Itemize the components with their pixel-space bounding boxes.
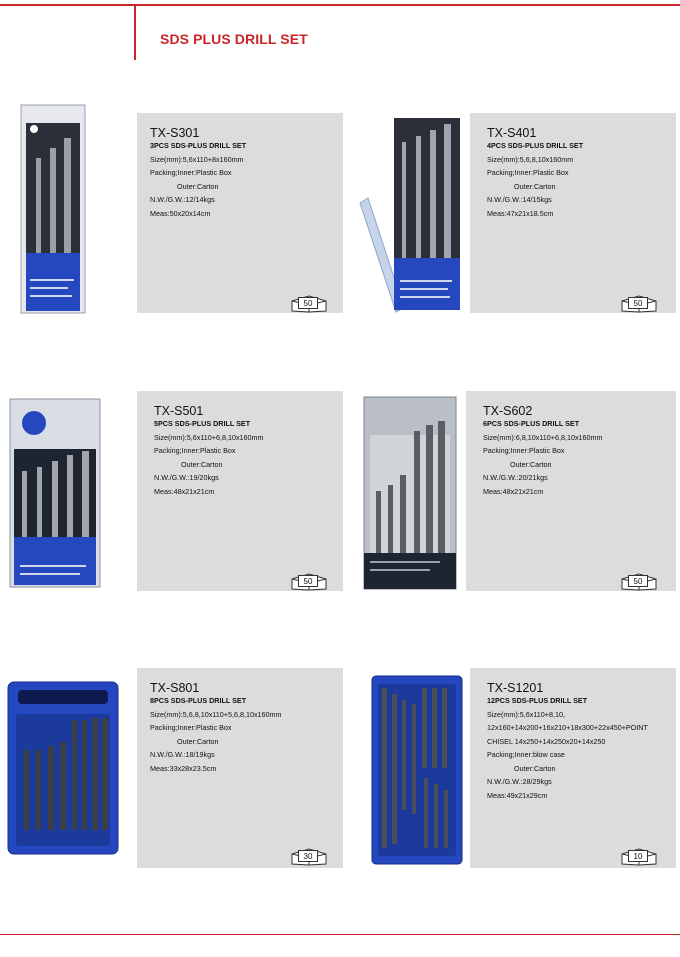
carton-qty: 50: [298, 575, 318, 587]
carton-icon: [620, 573, 658, 613]
product-card-tx-s501: [137, 391, 343, 591]
product-meas: Meas:50x20x14cm: [150, 208, 211, 218]
product-photo-tx-s801: [6, 680, 120, 856]
product-weight: N.W./G.W.:12/14kgs: [150, 195, 215, 204]
product-size: Size(mm):6,8,10x110+6,8,10x160mm: [483, 432, 603, 442]
product-outer: Outer:Carton: [177, 736, 219, 746]
product-weight: N.W./G.W.:18/19kgs: [150, 750, 215, 759]
product-weight: N.W./G.W.:19/20kgs: [154, 473, 219, 482]
product-meas: Meas:33x28x23.5cm: [150, 763, 217, 773]
product-size: Size(mm):5,6,8,10x160mm: [487, 154, 574, 164]
product-name: 3PCS SDS-PLUS DRILL SET: [150, 141, 247, 150]
product-size: Size(mm):5,6x110+8,10,: [487, 709, 565, 719]
product-packing: Packing;Inner:Plastic Box: [150, 168, 232, 177]
product-size: Size(mm):5,6,8,10x110+5,6,8,10x160mm: [150, 709, 282, 719]
product-meas: Meas:47x21x18.5cm: [487, 208, 554, 218]
product-packing: Packing;Inner:Plastic Box: [154, 446, 236, 455]
product-code: TX-S801: [150, 681, 200, 695]
page-title: SDS PLUS DRILL SET: [160, 31, 308, 47]
product-code: TX-S602: [483, 404, 533, 418]
product-card-tx-s301: [137, 113, 343, 313]
product-name: 8PCS SDS-PLUS DRILL SET: [150, 696, 247, 705]
product-name: 6PCS SDS-PLUS DRILL SET: [483, 419, 580, 428]
product-photo-tx-s602: [362, 395, 458, 591]
product-packing: Packing;Inner:blow case: [487, 750, 565, 759]
carton-qty: 50: [628, 297, 648, 309]
product-card-tx-s602: [466, 391, 676, 591]
carton-qty: 50: [298, 297, 318, 309]
product-code: TX-S1201: [487, 681, 544, 695]
product-photo-tx-s501: [8, 397, 102, 589]
carton-icon: [620, 295, 658, 335]
product-packing: Packing;Inner:Plastic Box: [487, 168, 569, 177]
product-name: 4PCS SDS-PLUS DRILL SET: [487, 141, 584, 150]
product-name: 12PCS SDS-PLUS DRILL SET: [487, 696, 588, 705]
product-outer: Outer:Carton: [514, 763, 556, 773]
header-divider: [134, 4, 136, 60]
product-outer: Outer:Carton: [510, 459, 552, 469]
carton-qty: 50: [628, 575, 648, 587]
product-card-tx-s1201: [470, 668, 676, 868]
bottom-rule: [0, 934, 680, 935]
product-card-tx-s401: [470, 113, 676, 313]
product-code: TX-S401: [487, 126, 537, 140]
product-packing: Packing;Inner:Plastic Box: [150, 723, 232, 732]
product-meas: Meas:48x21x21cm: [483, 486, 544, 496]
carton-icon: [290, 295, 328, 335]
product-photo-tx-s401: [356, 108, 466, 313]
product-outer: Outer:Carton: [181, 459, 223, 469]
product-code: TX-S501: [154, 404, 204, 418]
product-size: Size(mm):5,6x110+8x160mm: [150, 154, 244, 164]
product-weight: N.W./G.W.:20/21kgs: [483, 473, 548, 482]
product-code: TX-S301: [150, 126, 200, 140]
carton-qty: 30: [298, 850, 318, 862]
product-packing: Packing;Inner:Plastic Box: [483, 446, 565, 455]
product-photo-tx-s1201: [370, 674, 464, 866]
product-weight: N.W./G.W.:14/15kgs: [487, 195, 552, 204]
product-size-cont: CHISEL 14x250+14x250x20+14x250: [487, 736, 606, 746]
product-meas: Meas:49x21x29cm: [487, 790, 548, 800]
product-outer: Outer:Carton: [177, 181, 219, 191]
product-size: Size(mm):5,6x110+6,8,10x160mm: [154, 432, 264, 442]
product-outer: Outer:Carton: [514, 181, 556, 191]
carton-qty: 10: [628, 850, 648, 862]
product-name: 5PCS SDS-PLUS DRILL SET: [154, 419, 251, 428]
carton-icon: [290, 573, 328, 613]
product-weight: N.W./G.W.:28/29kgs: [487, 777, 552, 786]
product-photo-tx-s301: [18, 103, 88, 315]
carton-icon: [620, 848, 658, 888]
product-size-cont: 12x160+14x200+16x210+18x300+22x450+POINT: [487, 723, 648, 732]
top-rule: [0, 4, 680, 6]
product-card-tx-s801: [137, 668, 343, 868]
product-meas: Meas:48x21x21cm: [154, 486, 215, 496]
carton-icon: [290, 848, 328, 888]
